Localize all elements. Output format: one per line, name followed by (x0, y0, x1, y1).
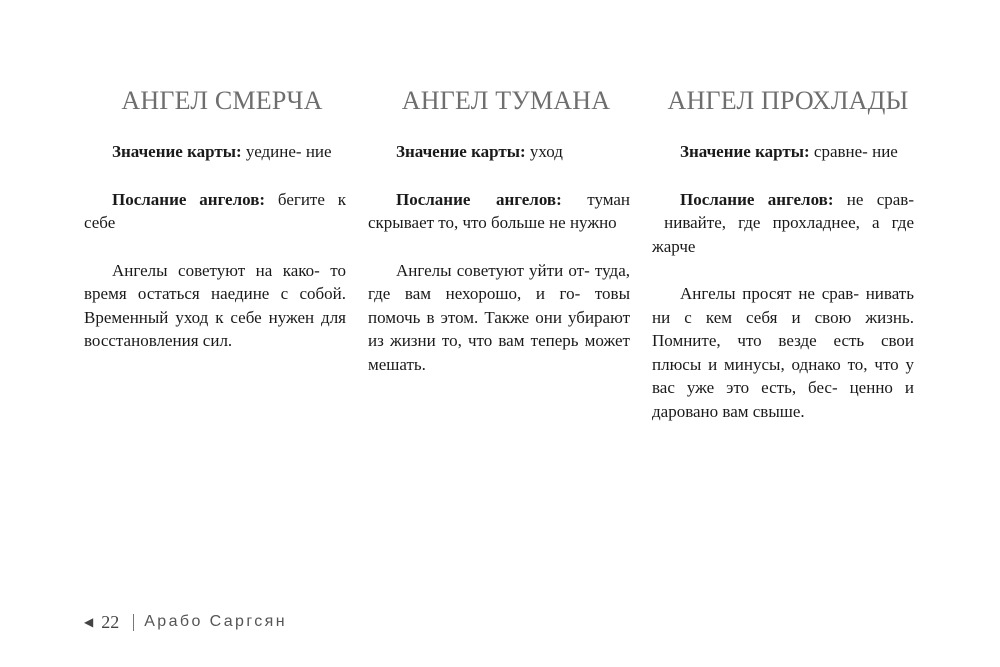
message-label: Послание ангелов: (680, 189, 834, 209)
page-number: 22 (101, 611, 120, 632)
card-meaning (652, 140, 914, 164)
message-text: не срав- нивайте, где прохладнее, а где жарче (652, 189, 914, 256)
meaning-label: Значение карты: (396, 142, 526, 161)
card-title: АНГЕЛ СМЕРЧА (121, 86, 323, 115)
card-column-prohlady (652, 84, 914, 447)
meaning-label: Значение карты: (112, 142, 242, 161)
card-title: АНГЕЛ ТУМАНА (401, 86, 611, 115)
card-description: Ангелы просят не срав- нивать ни с кем себя и свою жизнь. Помните, что везде есть свои плюсы и минусы, однако то, что у вас уже это есть, бес- ценно и даровано вам свыше. (652, 284, 914, 421)
card-description: Ангелы советуют уйти от- туда, где вам нехорошо, и го- товы помочь в этом. Также они убирают из жизни то, что вам теперь может мешать. (368, 260, 630, 374)
meaning-label: Значение карты: (680, 142, 810, 161)
page-footer (84, 609, 287, 635)
angel-message (652, 188, 914, 259)
message-text: бегите к себе (84, 189, 346, 232)
card-meaning (368, 140, 630, 164)
card-column-smercha (84, 84, 346, 377)
message-label: Послание ангелов: (396, 189, 562, 209)
message-label: Послание ангелов: (112, 189, 266, 209)
meaning-text: уедине- ние (241, 142, 332, 161)
footer-divider (133, 614, 134, 631)
author-name: Арабо Саргсян (144, 613, 287, 630)
message-text: туман скрывает то, что больше не нужно (368, 189, 630, 232)
meaning-text: уход (525, 142, 563, 161)
angel-message (368, 188, 630, 235)
card-description: Ангелы советуют на како- то время остаться наедине с собой. Временный уход к себе нужен для восстановления сил. (84, 260, 346, 350)
card-title: АНГЕЛ ПРОХЛАДЫ (667, 86, 909, 115)
card-column-tumana (368, 84, 630, 400)
angel-message (84, 188, 346, 235)
card-meaning (84, 140, 346, 164)
meaning-text: сравне- ние (809, 142, 898, 161)
triangle-left-icon: ◀ (84, 614, 94, 629)
